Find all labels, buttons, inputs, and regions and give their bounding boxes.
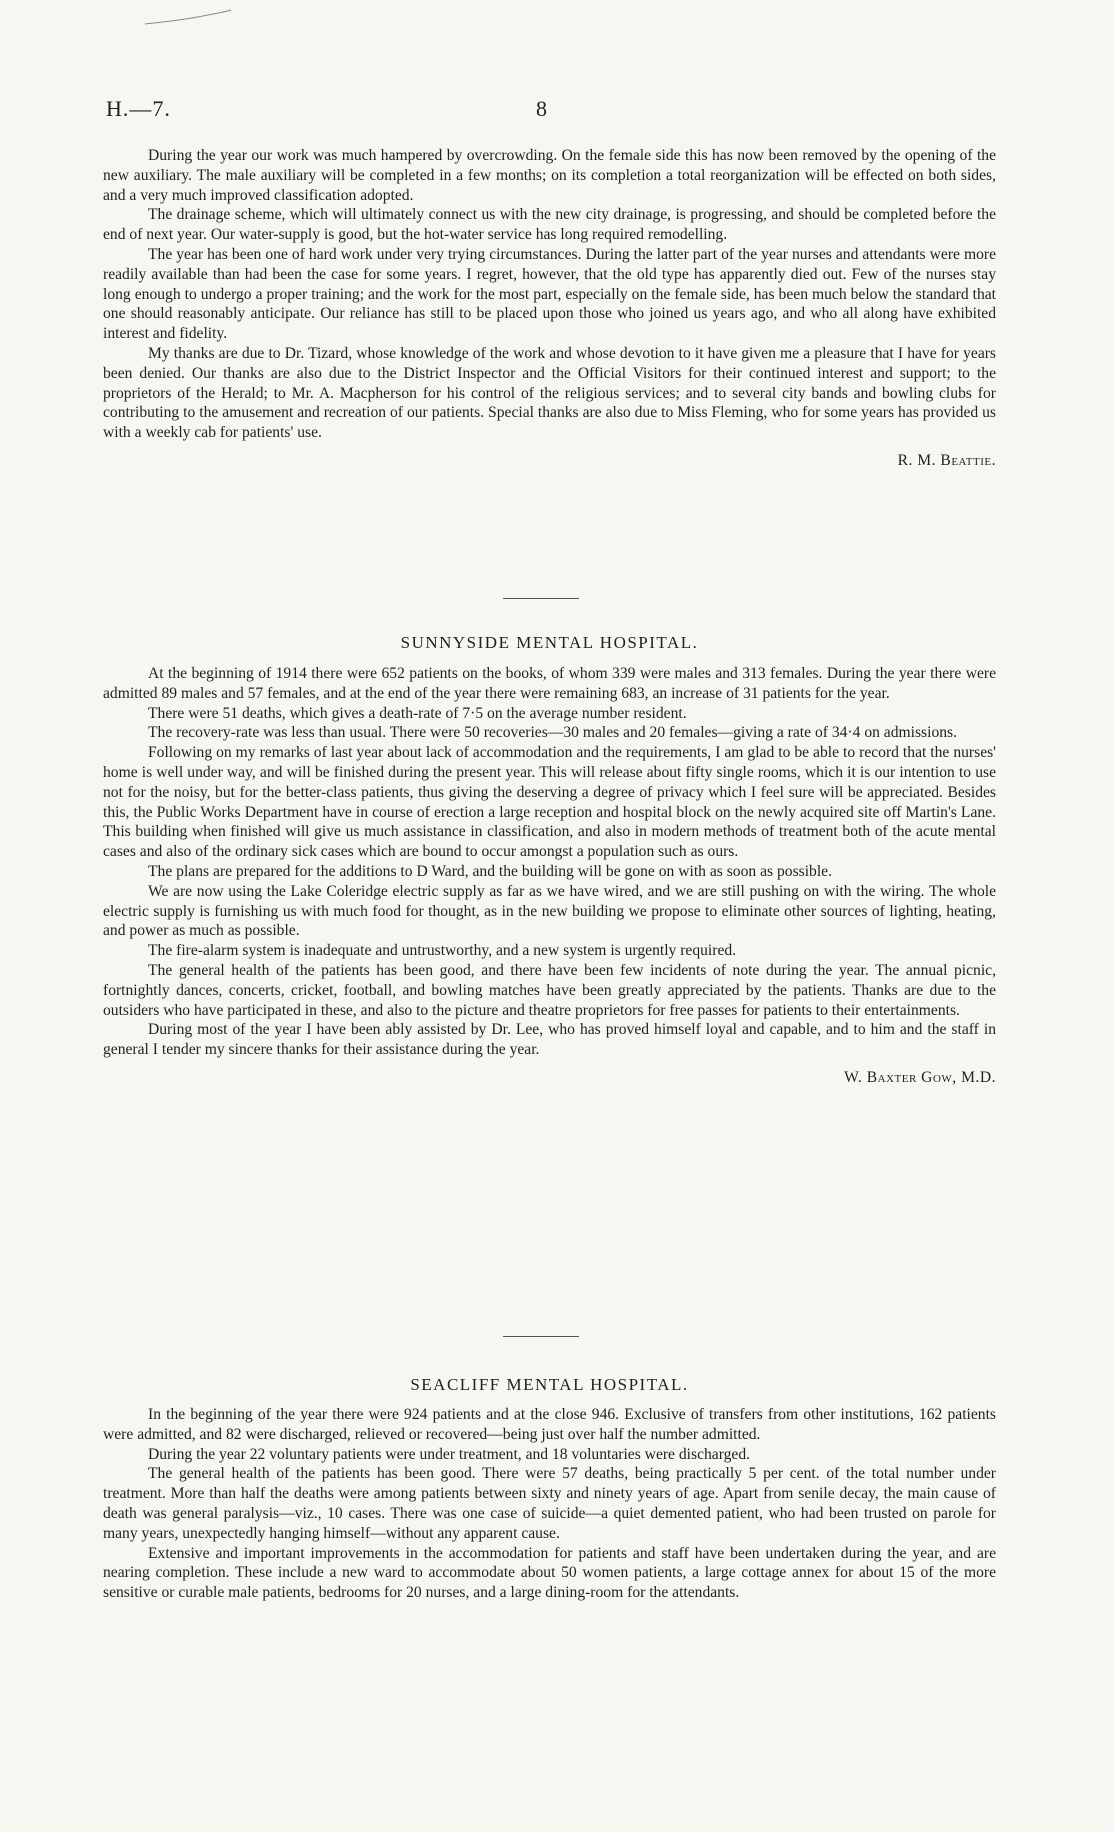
paragraph: The plans are prepared for the additions to D Ward, and the building will be gone on with as soon as possible. (148, 862, 833, 880)
paragraph: The year has been one of hard work under very trying circumstances. During the latter part of the year nurses and attendants were more readily available than had been the case for some years. I regret, however, that the old type has apparently died out. Few of the nurses stay long enough to undergo a proper training; and the work for the most part, especially on the female side, has been much below the standard that one should reasonably anticipate. Our reliance has still to be placed upon those who joined us years ago, and who all along have exhibited interest and fidelity. (103, 245, 996, 343)
section-title-sunnyside: SUNNYSIDE MENTAL HOSPITAL. (400, 633, 699, 652)
paragraph: The drainage scheme, which will ultimately connect us with the new city drainage, is progressing, and should be completed before the end of next year. Our water-supply is good, but the hot-water service has long required remodelling. (103, 206, 996, 244)
section-divider (503, 1336, 579, 1337)
document-reference: H.—7. (106, 96, 171, 121)
paragraph: The recovery-rate was less than usual. There were 50 recoveries—30 males and 20 females—giving a rate of 34·4 on admissions. (148, 724, 958, 742)
pencil-mark (143, 8, 233, 28)
paragraph: The fire-alarm system is inadequate and untrustworthy, and a new system is urgently required. (148, 942, 737, 960)
paragraph: The general health of the patients has been good. There were 57 deaths, being practically 5 per cent. of the total number under treatment. More than half the deaths were among patients between sixty and ninety years of age. Apart from senile decay, the main cause of death was general paralysis—viz., 10 cases. There was one case of suicide—a quiet demented patient, who had been trusted on parole for many years, unexpectedly hanging himself—without any apparent cause. (103, 1465, 996, 1542)
paragraph: During most of the year I have been ably assisted by Dr. Lee, who has proved himself loyal and capable, and to him and the staff in general I tender my sincere thanks for their assistance during the year. (103, 1021, 996, 1059)
section-sunnyside (103, 633, 996, 1088)
section-divider (503, 598, 579, 599)
paragraph: My thanks are due to Dr. Tizard, whose knowledge of the work and whose devotion to it have given me a pleasure that I have for years been denied. Our thanks are also due to the District Inspector and the Official Visitors for their continued interest and support; to the proprietors of the Herald; to Mr. A. Macpherson for his control of the religious services; and to several city bands and bowling clubs for contributing to the amusement and recreation of our patients. Special thanks are also due to Miss Fleming, who for some years has provided us with a weekly cab for patients' use. (103, 344, 996, 442)
paragraph: Following on my remarks of last year about lack of accommodation and the requirements, I am glad to be able to record that the nurses' home is well under way, and will be finished during the present year. This will release about fifty single rooms, which it is our intention to use not for the noisy, but for the better-class patients, thus giving the deserving a degree of privacy which I feel sure will be appreciated. Besides this, the Public Works Department have in course of erection a large reception and hospital block on the newly acquired site off Martin's Lane. This building when finished will give us much assistance in classification, and also in modern methods of treatment both of the acute mental cases and also of the ordinary sick cases which are bound to occur amongst a population such as ours. (103, 744, 996, 861)
paragraph: During the year our work was much hampered by overcrowding. On the female side this has now been removed by the opening of the new auxiliary. The male auxiliary will be completed in a few months; on its completion a total reorganization will be effected on both sides, and a very much improved classification adopted. (103, 147, 996, 204)
page-header (106, 96, 996, 126)
paragraph: At the beginning of 1914 there were 652 patients on the books, of whom 339 were males and 313 females. During the year there were admitted 89 males and 57 females, and at the end of the year there were remaining 683, an increase of 31 patients for the year. (103, 665, 996, 702)
paragraph: In the beginning of the year there were 924 patients and at the close 946. Exclusive of transfers from other institutions, 162 patients were admitted, and 82 were discharged, relieved or recovered—being just over half the number admitted. (103, 1406, 996, 1443)
paragraph: There were 51 deaths, which gives a death-rate of 7·5 on the average number resident. (148, 704, 687, 722)
paragraph: The general health of the patients has been good, and there have been few incidents of note during the year. The annual picnic, fortnightly dances, concerts, cricket, football, and bowling matches have been greatly appreciated by the patients. Thanks are due to the outsiders who have participated in these, and also to the picture and theatre proprietors for free passes for patients to their entertainments. (103, 961, 996, 1019)
section-seacliff (103, 1375, 996, 1603)
paragraph: During the year 22 voluntary patients were under treatment, and 18 voluntaries were discharged. (148, 1445, 751, 1463)
paragraph: We are now using the Lake Coleridge electric supply as far as we have wired, and we are still pushing on with the wiring. The whole electric supply is furnishing us with much food for thought, as in the new building we propose to eliminate other sources of lighting, heating, and power as much as possible. (103, 882, 996, 940)
section-title-seacliff: SEACLIFF MENTAL HOSPITAL. (410, 1375, 689, 1394)
signature-beattie: R. M. Beattie. (897, 451, 996, 469)
paragraph: Extensive and important improvements in the accommodation for patients and staff have been undertaken during the year, and are nearing completion. These include a new ward to accommodate about 50 women patients, a large cottage annex for about 15 of the more sensitive or curable male patients, bedrooms for 20 nurses, and a large dining-room for the attendants. (103, 1544, 996, 1602)
signature-gow: W. Baxter Gow, M.D. (844, 1068, 996, 1086)
section-previous-report (103, 146, 996, 471)
page-number: 8 (536, 96, 547, 121)
